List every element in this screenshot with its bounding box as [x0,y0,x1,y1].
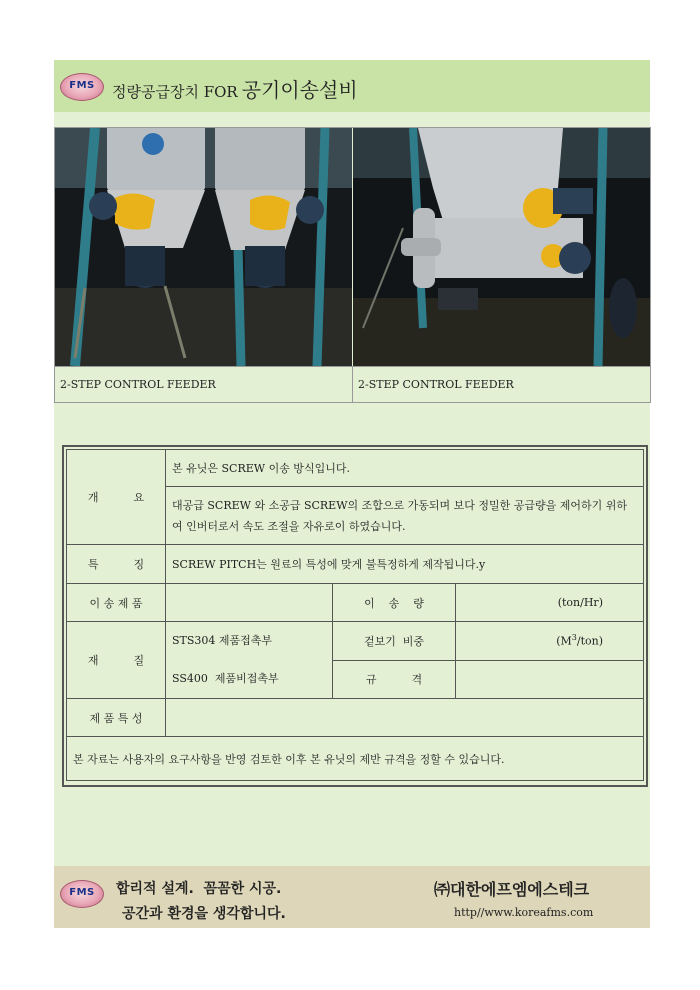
document-page [54,60,650,928]
density-unit-prefix: (M [556,635,572,649]
title-prefix: 정량공급장치 FOR [112,83,238,101]
slogan-line1: 합리적 설계. 꼼꼼한 시공. [116,881,282,897]
product-value [166,584,333,622]
footer-logo-text: FMS [69,887,95,898]
material-ss400: SS400 제품비접촉부 [172,672,279,685]
footer-band [54,866,650,928]
capacity-label: 이 송 량 [333,584,456,622]
size-label: 규 격 [333,660,456,699]
density-unit [456,622,644,661]
photo-caption-right: 2-STEP CONTROL FEEDER [358,378,514,391]
capacity-unit: (ton/Hr) [456,584,644,622]
density-unit-sup: 3 [571,633,577,643]
product-feature-label: 제 품 특 성 [67,699,166,737]
company-name: ㈜대한에프엠에스테크 [434,880,590,899]
page-title [112,74,358,103]
overview-line1: 본 유닛은 SCREW 이송 방식입니다. [166,450,644,487]
title-main: 공기이송설비 [241,78,358,102]
density-label: 겉보기 비중 [333,622,456,661]
feature-text: SCREW PITCH는 원료의 특성에 맞게 불특정하게 제작됩니다.y [166,545,644,584]
photo-caption-left: 2-STEP CONTROL FEEDER [60,378,216,391]
product-feature-value [166,699,644,737]
density-unit-suffix: /ton) [576,635,603,649]
spec-table-box [62,445,648,787]
overview-label: 개 요 [67,450,166,545]
slogan-line2: 공간과 환경을 생각합니다. [122,906,286,922]
photo-panel [54,127,651,403]
material-label: 재 질 [67,622,166,699]
feature-label: 특 징 [67,545,166,584]
header-band [54,60,650,112]
disclaimer-note: 본 자료는 사용자의 요구사항을 반영 검토한 이후 본 유닛의 제반 규격을 정할 수 있습니다. [67,737,644,781]
size-value [456,660,644,699]
feeder-photo-right [353,128,650,366]
company-url: http//www.koreafms.com [454,906,594,919]
product-label: 이 송 제 품 [67,584,166,622]
material-sts304: STS304 제품접촉부 [172,634,273,647]
feeder-photo-left [55,128,352,366]
material-cell [166,622,333,699]
overview-text: 대공급 SCREW 와 소공급 SCREW의 조합으로 가동되며 보다 정밀한 공급량을 제어하기 위하여 인버터로서 속도 조절을 자유로이 하였습니다. [172,498,628,533]
fms-logo [60,73,104,101]
logo-text: FMS [69,80,95,91]
spec-table [66,449,644,781]
fms-logo-footer [60,880,104,908]
overview-line2 [166,487,644,545]
